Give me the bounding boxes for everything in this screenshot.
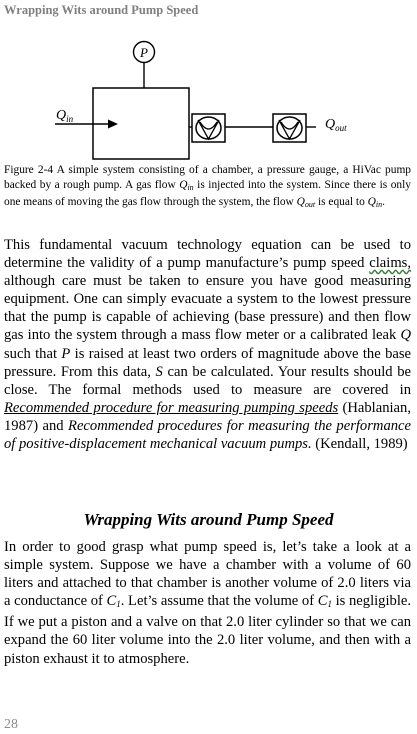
paragraph-simple-system: In order to good grasp what pump speed is, let’s take a look at a simple system. Suppose we have a chamber with a volume of 60 liters and attached to that chamber is another volume of 2.0 liters via a conductance of C1. Let’s assume that the volume of C1 is negligible. If we put a piston and a valve on that 2.0 liter cylinder so that we can expand the 60 liter volume into the 2.0 liter volume, and then with a piston exhaust it to atmosphere. bbox=[4, 539, 412, 667]
page-number: 28 bbox=[4, 717, 18, 732]
reference-kendall: Recommended procedures for measuring the performance of positive-displacement mechanical vacuum pumps. bbox=[4, 417, 411, 453]
rough-pump-icon bbox=[273, 114, 306, 142]
hivac-pump-icon bbox=[192, 114, 225, 142]
paragraph-pump-speed-validation: This fundamental vacuum technology equation can be used to determine the validity of a pump manufacture’s pump speed claims, although care must be taken to ensure you have good measuring equipment. One can simply evacuate a system to the lowest pressure that the pump is capable of achieving (base pressure) and then flow gas into the system through a mass flow meter or a calibrated leak Q such that P is raised at least two orders of magnitude above the base pressure. From this data, S can be calculated. Your results should be close. The formal methods used to measure are covered in Recommended procedure for measuring pumping speeds (Hablanian, 1987) and Recommended procedures for measuring the performance of positive-displacement mechanical vacuum pumps. (Kendall, 1989) bbox=[4, 237, 411, 453]
spellcheck-word: claims, bbox=[369, 255, 411, 272]
section-heading: Wrapping Wits around Pump Speed bbox=[83, 510, 334, 529]
running-head: Wrapping Wits around Pump Speed bbox=[4, 3, 199, 17]
reference-link-hablanian[interactable]: Recommended procedure for measuring pumping speeds bbox=[4, 399, 339, 416]
q-out-label: $Q_{out}$ bbox=[325, 117, 347, 133]
vacuum-system-figure bbox=[0, 36, 417, 160]
q-in-label: $Q_{in}$ bbox=[56, 108, 74, 124]
gauge-label: P bbox=[140, 45, 148, 60]
figure-caption: Figure 2-4 A simple system consisting of a chamber, a pressure gauge, a HiVac pump backed by a rough pump. A gas flow $Q_{in}$ is injected into the system. Since there is only one means of moving the gas flow through the system, the flow $Q_{out}$ is equal to $Q_{in}$. bbox=[4, 164, 411, 209]
